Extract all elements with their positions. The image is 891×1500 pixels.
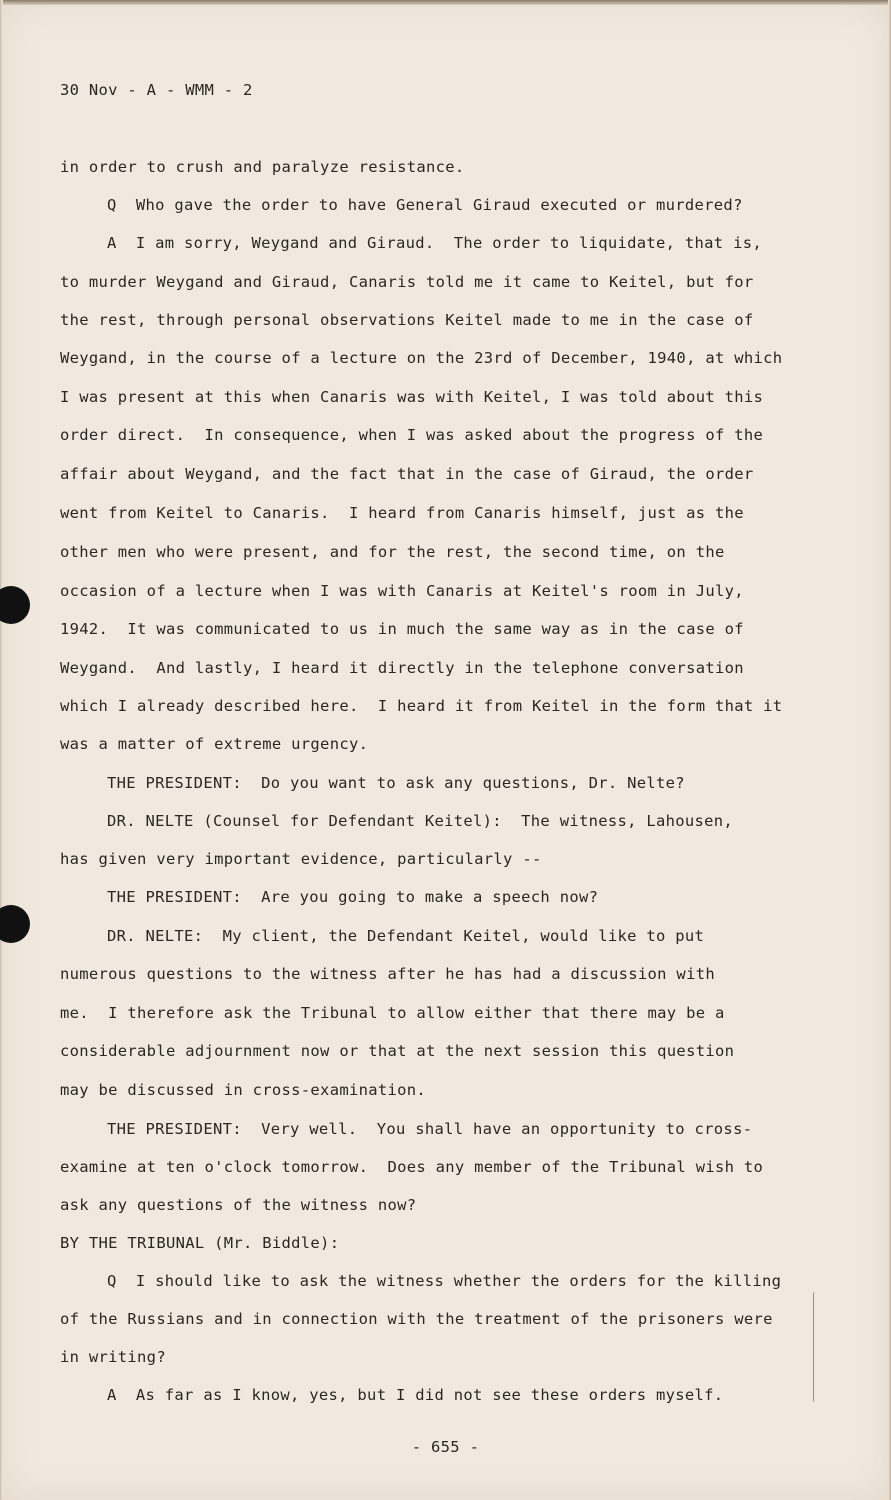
transcript-line: occasion of a lecture when I was with Canaris at Keitel's room in July, [60,582,744,600]
transcript-line: ask any questions of the witness now? [60,1196,417,1214]
transcript-line: I was present at this when Canaris was with Keitel, I was told about this [60,388,764,406]
transcript-line: THE PRESIDENT: Do you want to ask any questions, Dr. Nelte? [107,774,685,792]
page-top-edge [0,0,891,5]
transcript-line: 1942. It was communicated to us in much the same way as in the case of [60,620,744,638]
transcript-line: BY THE TRIBUNAL (Mr. Biddle): [60,1234,340,1252]
page-number: - 655 - [411,1438,480,1456]
transcript-line: Q Who gave the order to have General Giraud executed or murdered? [107,196,743,214]
punch-hole [0,586,30,624]
transcript-line: me. I therefore ask the Tribunal to allow either that there may be a [60,1004,725,1022]
punch-hole [0,905,30,943]
transcript-line: in order to crush and paralyze resistance. [60,158,465,176]
transcript-line: Weygand. And lastly, I heard it directly in the telephone conversation [60,659,744,677]
transcript-line: went from Keitel to Canaris. I heard from Canaris himself, just as the [60,504,744,522]
transcript-line: considerable adjournment now or that at the next session this question [60,1042,735,1060]
transcript-line: examine at ten o'clock tomorrow. Does any member of the Tribunal wish to [60,1158,764,1176]
transcript-line: to murder Weygand and Giraud, Canaris told me it came to Keitel, but for [60,273,754,291]
transcript-line: A I am sorry, Weygand and Giraud. The order to liquidate, that is, [107,234,762,252]
page-left-edge [0,0,3,1500]
transcript-line: Weygand, in the course of a lecture on the 23rd of December, 1940, at which [60,349,783,367]
transcript-line: may be discussed in cross-examination. [60,1081,427,1099]
transcript-line: order direct. In consequence, when I was asked about the progress of the [60,426,764,444]
transcript-line: affair about Weygand, and the fact that in the case of Giraud, the order [60,465,754,483]
transcript-line: THE PRESIDENT: Are you going to make a speech now? [107,888,599,906]
transcript-line: of the Russians and in connection with the treatment of the prisoners were [60,1310,773,1328]
transcript-line: was a matter of extreme urgency. [60,735,369,753]
transcript-line: A As far as I know, yes, but I did not see these orders myself. [107,1386,724,1404]
transcript-line: DR. NELTE: My client, the Defendant Keitel, would like to put [107,927,705,945]
margin-pencil-mark [813,1292,817,1402]
transcript-line: in writing? [60,1348,166,1366]
page-header: 30 Nov - A - WMM - 2 [60,81,253,99]
transcript-line: numerous questions to the witness after he has had a discussion with [60,965,715,983]
transcript-line: the rest, through personal observations Keitel made to me in the case of [60,311,754,329]
transcript-line: has given very important evidence, particularly -- [60,850,542,868]
transcript-line: other men who were present, and for the rest, the second time, on the [60,543,725,561]
transcript-line: DR. NELTE (Counsel for Defendant Keitel): The witness, Lahousen, [107,812,734,830]
transcript-line: Q I should like to ask the witness whether the orders for the killing [107,1272,782,1290]
transcript-line: THE PRESIDENT: Very well. You shall have an opportunity to cross- [107,1120,753,1138]
transcript-line: which I already described here. I heard it from Keitel in the form that it [60,697,783,715]
